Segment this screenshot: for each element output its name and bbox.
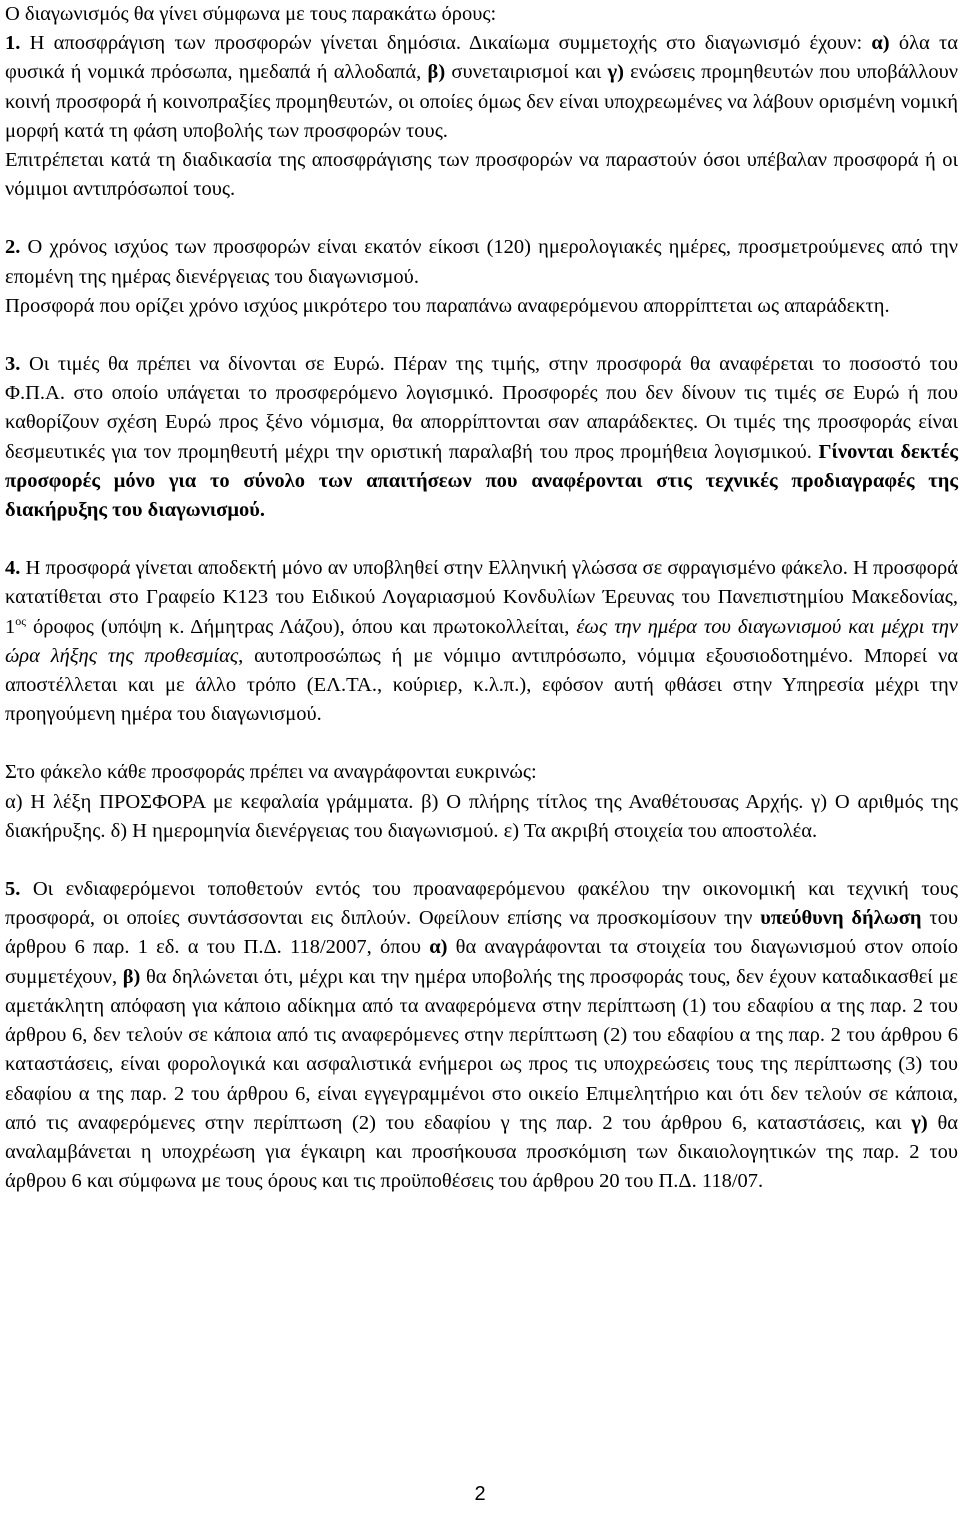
intro-line: Ο διαγωνισμός θα γίνει σύμφωνα με τους παρακάτω όρους: (5, 3, 497, 25)
envelope-items: α) Η λέξη ΠΡΟΣΦΟΡΑ με κεφαλαία γράμματα. β) Ο πλήρης τίτλος της Αναθέτουσας Αρχής. γ) Ο αριθμός της διακήρυξης. δ) Η ημερομηνία διενέργειας του διαγωνισμού. ε) Τα ακριβή στοιχεία του αποστολέα. (5, 790, 958, 842)
term-5-label-c: γ) (911, 1111, 928, 1134)
term-1: 1. Η αποσφράγιση των προσφορών γίνεται δημόσια. Δικαίωμα συμμετοχής στο διαγωνισμό έχουν: α) όλα τα φυσικά ή νομικά πρόσωπα, ημεδαπά ή αλλοδαπά, β) συνεταιρισμοί και γ) ενώσεις προμηθευτών που υποβάλλουν κοινή προσφορά ή κοινοπραξίες προμηθευτών, οι οποίες όμως δεν είναι υποχρεωμένες να λάβουν ορισμένη νομική μορφή κατά τη φάση υποβολής των προσφορών τους. (5, 32, 958, 142)
term-3-bold-statement: Γίνονται δεκτές προσφορές μόνο για το σύνολο των απαιτήσεων που αναφέρονται στις τεχνικές προδιαγραφές της διακήρυξης του διαγωνισμού. (5, 440, 958, 522)
term-1-label-b: β) (427, 61, 446, 84)
term-3-number: 3. (5, 353, 21, 376)
term-2-number: 2. (5, 236, 21, 259)
spacer (5, 204, 958, 233)
ordinal-superscript: ος (15, 613, 27, 628)
spacer (5, 729, 958, 758)
term-5-label-b: β) (122, 965, 141, 988)
page-number: 2 (474, 1483, 486, 1505)
spacer (5, 525, 958, 554)
term-4: 4. Η προσφορά γίνεται αποδεκτή μόνο αν υποβληθεί στην Ελληνική γλώσσα σε σφραγισμένο φάκελο. Η προσφορά κατατίθεται στο Γραφείο Κ123 του Ειδικού Λογαριασμού Κονδυλίων Έρευνας του Πανεπιστημίου Μακεδονίας, $1^{o\varsigma}$ όροφος (υπόψη κ. Δήμητρας Λάζου), όπου και πρωτοκολλείται, έως την ημέρα του διαγωνισμού και μέχρι την ώρα λήξης της προθεσμίας, αυτοπροσώπως ή με νόμιμο αντιπρόσωπο, νόμιμα εξουσιοδοτημένο. Μπορεί να αποστέλλεται και με άλλο τρόπο (ΕΛ.ΤΑ., κούριερ, κ.λ.π.), εφόσον αυτή φθάσει στην Υπηρεσία μέχρι την προηγούμενη ημέρα του διαγωνισμού. (5, 557, 958, 726)
term-5-number: 5. (5, 878, 21, 901)
term-4-number: 4. (5, 557, 21, 580)
term-5-bold-declaration: υπεύθυνη δήλωση (760, 907, 922, 930)
term-3: 3. Οι τιμές θα πρέπει να δίνονται σε Ευρώ. Πέραν της τιμής, στην προσφορά θα αναφέρεται το ποσοστό του Φ.Π.Α. στο οποίο υπάγεται το προσφερόμενο λογισμικό. Προσφορές που δεν δίνουν τις τιμές σε Ευρώ ή που καθορίζουν σχέση Ευρώ προς ξένο νόμισμα, θα απορρίπτονται σαν απαράδεκτες. Οι τιμές της προσφοράς είναι δεσμευτικές για τον προμηθευτή μέχρι την οριστική παραλαβή του προς προμήθεια λογισμικού. Γίνονται δεκτές προσφορές μόνο για το σύνολο των απαιτήσεων που αναφέρονται στις τεχνικές προδιαγραφές της διακήρυξης του διαγωνισμού. (5, 353, 958, 522)
term-2-paragraph-2: Προσφορά που ορίζει χρόνο ισχύος μικρότερο του παραπάνω αναφερόμενου απορρίπτεται ως απαράδεκτη. (5, 294, 890, 317)
document-page (5, 0, 958, 1524)
term-5: 5. Οι ενδιαφερόμενοι τοποθετούν εντός του προαναφερόμενου φακέλου την οικονομική και τεχνική τους προσφορά, οι οποίες συντάσσονται εις διπλούν. Οφείλουν επίσης να προσκομίσουν την υπεύθυνη δήλωση του άρθρου 6 παρ. 1 εδ. α του Π.Δ. 118/2007, όπου α) θα αναγράφονται τα στοιχεία του διαγωνισμού στον οποίο συμμετέχουν, β) θα δηλώνεται ότι, μέχρι και την ημέρα υποβολής της προσφοράς τους, δεν έχουν καταδικασθεί με αμετάκλητη απόφαση για κάποιο αδίκημα από τα αναφερόμενα στην περίπτωση (1) του εδαφίου α της παρ. 2 του άρθρου 6, δεν τελούν σε κάποια από τις αναφερόμενες στην περίπτωση (2) του εδαφίου α της παρ. 2 του άρθρου 6 καταστάσεις, είναι φορολογικά και ασφαλιστικά ενήμεροι ως προς τις υποχρεώσεις τους της περίπτωσης (3) του εδαφίου α της παρ. 2 του άρθρου 6, είναι εγγεγραμμένοι στο οικείο Επιμελητήριο και ότι δεν τελούν σε κάποια, από τις αναφερόμενες στην περίπτωση (2) του εδαφίου γ της παρ. 2 του άρθρου 6, καταστάσεις, και γ) θα αναλαμβάνεται η υποχρέωση για έγκαιρη και προσήκουσα προσκόμιση των δικαιολογητικών της παρ. 2 του άρθρου 6 και σύμφωνα με τους όρους και τις προϋποθέσεις του άρθρου 20 του Π.Δ. 118/07. (5, 878, 959, 1193)
term-1-paragraph-2: Επιτρέπεται κατά τη διαδικασία της αποσφράγισης των προσφορών να παραστούν όσοι υπέβαλαν προσφορά ή οι νόμιμοι αντιπρόσωποί τους. (5, 149, 958, 201)
term-1-label-a: α) (871, 32, 890, 55)
term-2: 2. Ο χρόνος ισχύος των προσφορών είναι εκατόν είκοσι (120) ημερολογιακές ημέρες, προσμετρούμενες από την επομένη της ημέρας διενέργειας του διαγωνισμού. (5, 236, 958, 288)
spacer (5, 321, 958, 350)
spacer (5, 846, 958, 875)
term-4-italic-deadline: έως την ημέρα του διαγωνισμού και μέχρι την ώρα λήξης της προθεσμίας (5, 615, 958, 667)
term-5-label-a: α) (429, 936, 448, 959)
term-1-label-c: γ) (607, 61, 624, 84)
envelope-intro: Στο φάκελο κάθε προσφοράς πρέπει να αναγράφονται ευκρινώς: (5, 761, 537, 784)
term-1-number: 1. (5, 32, 21, 55)
